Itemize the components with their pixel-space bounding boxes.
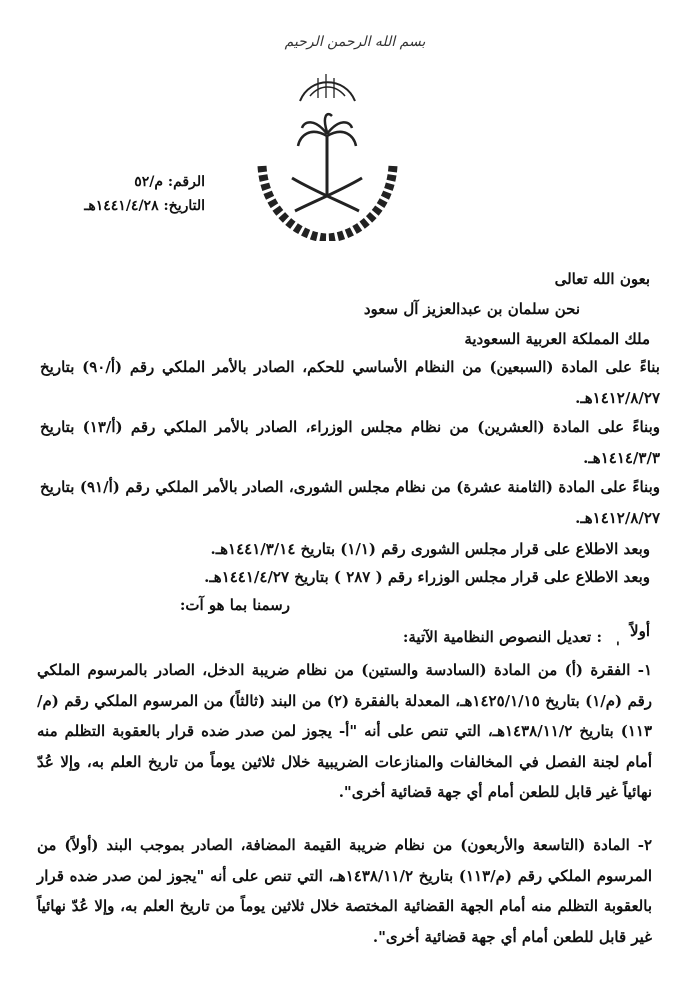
review-shura: وبعد الاطلاع على قرار مجلس الشورى رقم (١/١) بتاريخ ١٤٤١/٣/١٤هـ. [210,540,650,558]
recital-3: وبناءً على المادة (الثامنة عشرة) من نظام مجلس الشورى، الصادر بالأمر الملكي رقم (أ/٩١) بتاريخ ١٤١٢/٨/٢٧هـ. [40,478,660,527]
amendment-item-2: ٢- المادة (التاسعة والأربعون) من نظام ضريبة القيمة المضافة، الصادر بموجب البند (أولاً) من المرسوم الملكي رقم (م/١١٣) بتاريخ ١٤٣٨/١١/٢هـ، التي تنص على أنه "يجوز لمن صدر ضده قرار بالعقوبة التظلم منه أمام الجهة القضائية المختصة خلال ثلاثين يوماً من تاريخ العلم به، وإلا عُدّ نهائياً غير قابل للطعن أمام أي جهة قضائية أخرى". [37,836,652,946]
review-cabinet: وبعد الاطلاع على قرار مجلس الوزراء رقم ( ٢٨٧ ) بتاريخ ١٤٤١/٤/٢٧هـ. [204,568,650,586]
reference-block [55,170,205,218]
recital-1: بناءً على المادة (السبعين) من النظام الأساسي للحكم، الصادر بالأمر الملكي رقم (أ/٩٠) بتاريخ ١٤١٢/٨/٢٧هـ. [40,358,660,407]
opening-line-2: نحن سلمان بن عبدالعزيز آل سعود [363,300,580,318]
opening-line-3: ملك المملكة العربية السعودية [464,330,650,348]
opening-line-1: بعون الله تعالى [554,270,650,288]
section-first-label: أولاً [630,622,650,640]
section-tick-mark: ' [615,640,620,656]
section-first-title: : تعديل النصوص النظامية الآتية: [402,628,602,646]
reference-date: التاريخ: ١٤٤١/٤/٢٨هـ [84,198,205,214]
decree-phrase: رسمنا بما هو آت: [179,596,290,614]
saudi-emblem-seal [240,66,415,241]
reference-number: الرقم: م/٥٢ [134,174,205,190]
basmala: بسم الله الرحمن الرحيم [284,34,426,50]
amendment-item-1: ١- الفقرة (أ) من المادة (السادسة والستين) من نظام ضريبة الدخل، الصادر بالمرسوم الملكي رقم (م/١) بتاريخ ١٤٢٥/١/١٥هـ، المعدلة بالفقرة (٢) من البند (ثالثاً) من المرسوم الملكي رقم (م/١١٣) بتاريخ ١٤٣٨/١١/٢هـ، التي تنص على أنه "أ- يجوز لمن صدر ضده قرار بالعقوبة التظلم منه أمام لجنة الفصل في المخالفات والمنازعات الضريبية خلال ثلاثين يوماً من تاريخ العلم به، وإلا عُدّ نهائياً غير قابل للطعن أمام أي جهة قضائية أخرى". [37,661,653,801]
recital-2: وبناءً على المادة (العشرين) من نظام مجلس الوزراء، الصادر بالأمر الملكي رقم (أ/١٣) بتاريخ ١٤١٤/٣/٣هـ. [40,418,660,467]
